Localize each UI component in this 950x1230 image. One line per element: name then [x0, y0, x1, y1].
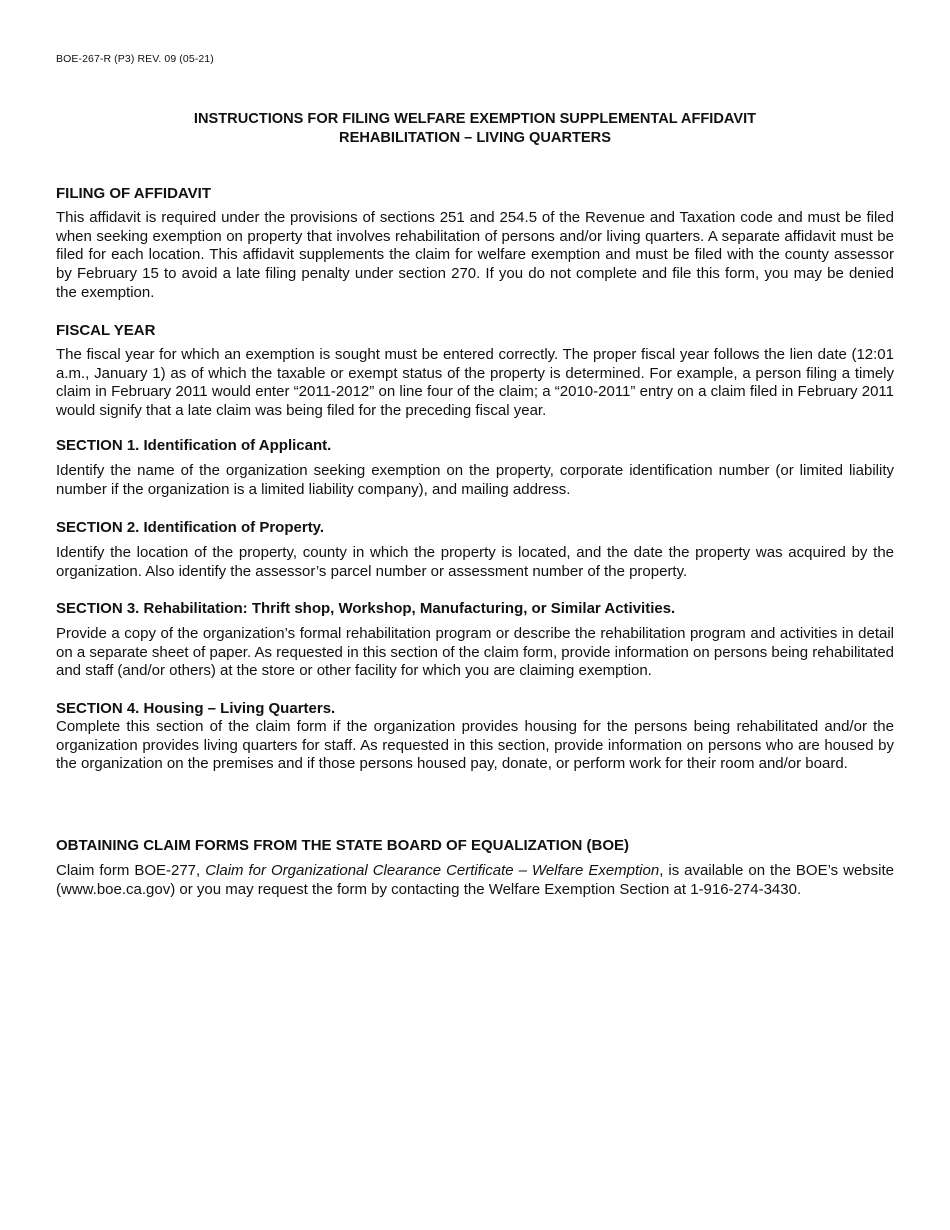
filing-heading: FILING OF AFFIDAVIT [56, 185, 211, 202]
fiscal-year-heading: FISCAL YEAR [56, 322, 156, 339]
section2-heading: SECTION 2. Identification of Property. [56, 519, 325, 536]
section1-heading: SECTION 1. Identification of Applicant. [56, 437, 332, 454]
claim-form-title: Claim for Organizational Clearance Certificate – Welfare Exemption [205, 862, 660, 879]
obtaining-text-after: , is available on the BOE’s website (www.boe.ca.gov) or you may request the form by contacting the Welfare Exemption Section at 1-916-274-3430. [56, 862, 894, 898]
obtaining-forms-heading: OBTAINING CLAIM FORMS FROM THE STATE BOARD OF EQUALIZATION (BOE) [56, 837, 630, 854]
form-code: BOE-267-R (P3) REV. 09 (05-21) [56, 53, 214, 65]
section1-paragraph: Identify the name of the organization seeking exemption on the property, corporate identification number (or limited liability number if the organization is a limited liability company), and mailing address. [56, 462, 894, 498]
obtaining-text-before: Claim form BOE-277, [56, 862, 206, 879]
page-title: INSTRUCTIONS FOR FILING WELFARE EXEMPTION SUPPLEMENTAL AFFIDAVIT [193, 111, 757, 127]
section2-paragraph: Identify the location of the property, county in which the property is located, and the date the property was acquired by the organization. Also identify the assessor’s parcel number or assessment number of the property. [56, 544, 894, 580]
section4-paragraph: Complete this section of the claim form if the organization provides housing for the persons being rehabilitated and/or the organization provides living quarters for staff. As requested in this section, provide information on persons who are housed by the organization on the premises and if those persons housed pay, donate, or perform work for their room and/or board. [56, 718, 894, 773]
fiscal-year-paragraph: The fiscal year for which an exemption is sought must be entered correctly. The proper fiscal year follows the lien date (12:01 a.m., January 1) as of which the taxable or exempt status of the property is determined. For example, a person filing a timely claim in February 2011 would enter “2011-2012” on line four of the claim; a “2010-2011” entry on a claim filed in February 2011 would signify that a late claim was being filed for the preceding fiscal year. [56, 346, 894, 420]
section3-paragraph: Provide a copy of the organization’s formal rehabilitation program or describe the rehabilitation program and activities in detail on a separate sheet of paper. As requested in this section of the claim form, provide information on persons being rehabilitated and staff (and/or others) at the store or other facility for which you are claiming exemption. [56, 625, 895, 680]
section3-heading: SECTION 3. Rehabilitation: Thrift shop, Workshop, Manufacturing, or Similar Activities. [56, 600, 676, 617]
page-subtitle: REHABILITATION – LIVING QUARTERS [339, 130, 611, 146]
obtaining-forms-paragraph [56, 862, 894, 899]
section4-heading: SECTION 4. Housing – Living Quarters. [56, 700, 336, 717]
filing-paragraph: This affidavit is required under the provisions of sections 251 and 254.5 of the Revenue and Taxation code and must be filed when seeking exemption on property that involves rehabilitation of persons and/or living quarters. A separate affidavit must be filed for each location. This affidavit supplements the claim for welfare exemption and must be filed with the county assessor by February 15 to avoid a late filing penalty under section 270. If you do not complete and file this form, you may be denied the exemption. [56, 209, 894, 301]
